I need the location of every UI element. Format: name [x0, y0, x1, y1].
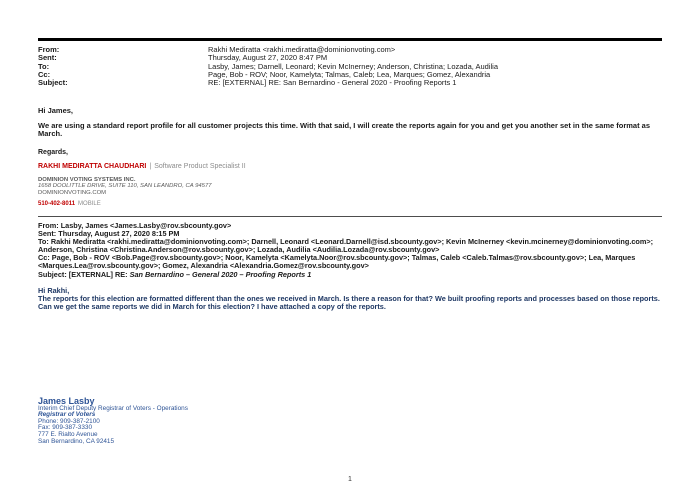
header-row-subject: [38, 79, 662, 87]
quoted-sent-label: Sent:: [38, 229, 57, 239]
from-value: Rakhi Mediratta <rakhi.mediratta@dominionvoting.com>: [208, 45, 396, 54]
email-header-block: [38, 46, 662, 87]
quoted-to-value: Rakhi Mediratta <rakhi.mediratta@dominionvoting.com>; Darnell, Leonard <Leonard.Darnell@isd.sbcounty.gov>; Kevin McInerney <kevin.mcinerney@dominionvoting.com>; Anderson, Christina <Christina.Anderson@rov.sbcounty.gov>; Lozada, Audilia <Audilia.Lozada@rov.sbcounty.gov>: [38, 237, 654, 255]
quoted-cc-label: Cc:: [38, 253, 50, 263]
quoted-subject-title: San Bernardino – General 2020 – Proofing Reports 1: [129, 269, 312, 279]
quoted-sent-value: Thursday, August 27, 2020 8:15 PM: [58, 229, 180, 239]
footer-signature-block: [38, 396, 662, 446]
quoted-paragraph: The reports for this election are formatted different than the ones we received in March. Is there a reason for that? We built proofing reports and processes based on those reports. Can we get the same reports we did in March for this election? I have attached a copy of the reports.: [38, 293, 660, 311]
quoted-body: [38, 287, 660, 311]
quoted-to-label: To:: [38, 237, 49, 247]
page-number: 1: [348, 476, 352, 483]
company-address: 1658 DOOLITTLE DRIVE, SUITE 110, SAN LEANDRO, CA 94577: [38, 183, 212, 190]
quoted-email-divider: [38, 216, 662, 217]
quoted-subject-prefix: [EXTERNAL] RE:: [68, 269, 130, 279]
sender-phone-number: 510-402-8011: [38, 200, 76, 207]
body-paragraph: We are using a standard report profile for all customer projects this time. With that said, I will create the reports again for you and get you another set in the same format as March.: [38, 120, 651, 138]
subject-label: Subject:: [38, 78, 68, 88]
quoted-header-block: [38, 222, 662, 279]
subject-value: RE: [EXTERNAL] RE: San Bernardino - General 2020 - Proofing Reports 1: [208, 78, 457, 88]
quoted-from-value: Lasby, James <James.Lasby@rov.sbcounty.gov>: [60, 220, 232, 230]
quoted-greeting: Hi Rakhi,: [38, 285, 70, 295]
cc-value: Page, Bob - ROV; Noor, Kamelyta; Talmas, Caleb; Lea, Marques; Gomez, Alexandria: [208, 69, 491, 79]
quoted-subject-label: Subject:: [38, 269, 67, 279]
to-value: Lasby, James; Darnell, Leonard; Kevin McInerney; Anderson, Christina; Lozada, Audilia: [208, 61, 499, 71]
sender-phone-line: [38, 201, 662, 208]
sender-name: RAKHI MEDIRATTA CHAUDHARI: [38, 163, 147, 171]
footer-fax: Fax: 909-387-3330: [38, 424, 93, 432]
body-closing: Regards,: [38, 149, 68, 157]
header-row-from: [38, 46, 662, 54]
footer-address-street: 777 E. Rialto Avenue: [38, 431, 98, 439]
company-name: DOMINION VOTING SYSTEMS INC.: [38, 177, 136, 184]
header-top-rule: [38, 38, 662, 41]
from-label: From:: [38, 45, 60, 54]
signature-separator: |: [149, 163, 152, 171]
footer-name: James Lasby: [38, 395, 95, 406]
footer-phone: Phone: 909-387-2100: [38, 417, 100, 425]
footer-address-city: San Bernardino, CA 92415: [38, 437, 115, 445]
page-content: [0, 38, 700, 445]
quoted-row-to: [38, 238, 662, 254]
footer-organization: Registrar of Voters: [38, 411, 96, 419]
sender-title: Software Product Specialist II: [154, 163, 246, 171]
sender-phone-type: MOBILE: [78, 200, 101, 207]
sent-value: Thursday, August 27, 2020 8:47 PM: [208, 53, 328, 63]
quoted-from-label: From:: [38, 220, 59, 230]
footer-title: Interim Chief Deputy Registrar of Voters - Operations: [38, 404, 188, 412]
cc-label: Cc:: [38, 69, 51, 79]
quoted-row-cc: [38, 254, 662, 270]
quoted-row-subject: [38, 271, 662, 279]
sender-signature-line: [38, 163, 662, 171]
quoted-cc-value: Page, Bob - ROV <Bob.Page@rov.sbcounty.gov>; Noor, Kamelyta <Kamelyta.Noor@rov.sbcounty.gov>; Talmas, Caleb <Caleb.Talmas@rov.sbcounty.gov>; Lea, Marques <Marques.Lea@rov.sbcounty.gov>; Gomez, Alexandria <Alexandria.Gomez@rov.sbcounty.gov>: [38, 253, 636, 271]
company-block: [38, 177, 662, 196]
body-greeting: Hi James,: [38, 106, 74, 116]
to-label: To:: [38, 61, 50, 71]
sent-label: Sent:: [38, 53, 57, 63]
company-website: DOMINIONVOTING.COM: [38, 189, 107, 196]
